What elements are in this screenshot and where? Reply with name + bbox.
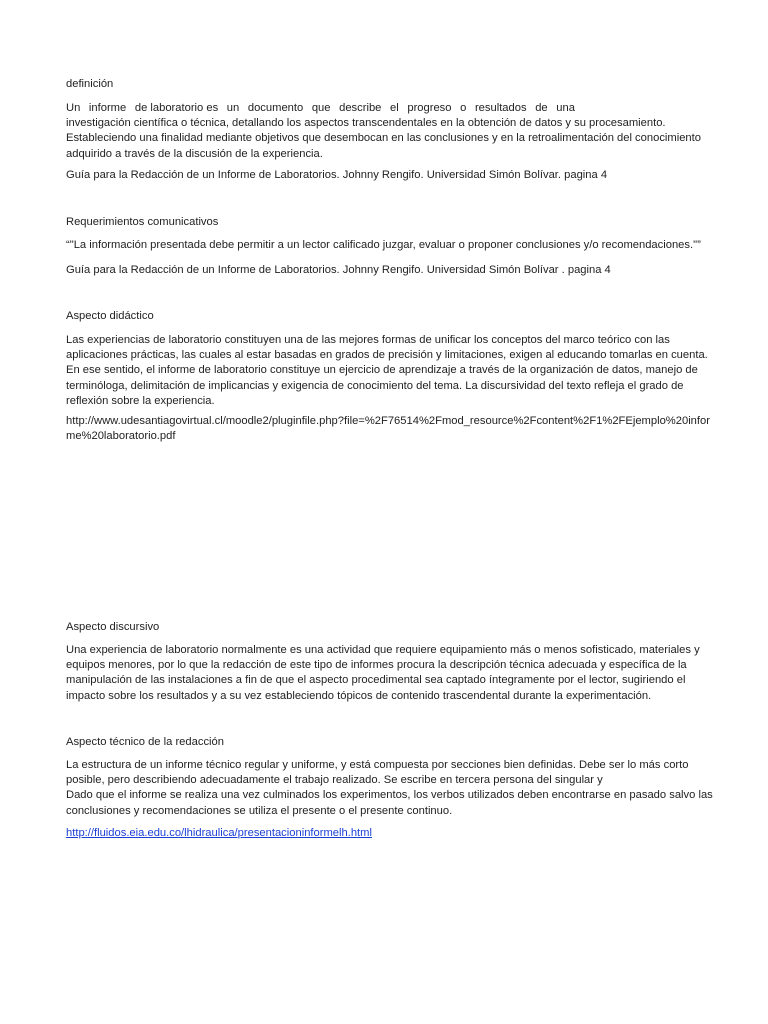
paragraph-discursivo [66, 643, 706, 704]
heading-definicion: definición [66, 78, 114, 90]
first-line-word: o [460, 102, 467, 114]
first-line-word: describe [339, 102, 382, 114]
heading-tecnico: Aspecto técnico de la redacción [66, 736, 224, 748]
first-line-word: documento [247, 102, 304, 114]
first-line-word: el [390, 102, 399, 114]
paragraph-line: manipulación de las instalaciones a fin de que el aspecto procedimental sea captado íntegramente por el lector, sugiriendo el [66, 674, 686, 687]
paragraph-line: En ese sentido, el informe de laboratorio constituye un ejercicio de aprendizaje a través de la organización de datos, manejo de [66, 364, 698, 377]
paragraph-line: aplicaciones prácticas, las cuales al estar basadas en grados de precisión y limitaciones, exigen al educando tomarlas en cuenta. [66, 349, 708, 362]
first-line-word: una [556, 102, 575, 114]
citation-definicion: Guía para la Redacción de un Informe de Laboratorios. Johnny Rengifo. Universidad Simón Bolívar. pagina 4 [66, 169, 608, 181]
first-line-word: que [311, 102, 331, 114]
paragraph-line: posible, pero describiendo adecuadamente el trabajo realizado. Se escribe en tercera persona del singular y [66, 774, 603, 787]
first-line-word: Un [66, 102, 81, 114]
first-line-word: de [535, 102, 548, 114]
paragraph-line: adquirido a través de la discusión de la experiencia. [66, 147, 323, 160]
first-line-word: resultados [474, 102, 527, 114]
first-line-word: un [226, 102, 240, 114]
hydraulics-link[interactable]: http://fluidos.eia.edu.co/lhidraulica/presentacioninformelh.html [66, 827, 372, 839]
first-line-word: de laboratorio es [134, 102, 219, 114]
url-line: http://www.udesantiagovirtual.cl/moodle2/pluginfile.php?file=%2F76514%2Fmod_resource%2Fcontent%2F1%2FEjemplo%20infor [66, 415, 710, 427]
paragraph-line: terminóloga, delimitación de implicancias y exigencia de conocimiento del tema. La discursividad del texto refleja el grado de [66, 379, 684, 392]
paragraph-first-line [66, 101, 575, 116]
paragraph-line: conclusiones y recomendaciones se utiliza el presente o el presente continuo. [66, 804, 453, 817]
source-url-didactico [66, 414, 710, 444]
paragraph-didactico [66, 333, 706, 409]
paragraph-line: Dado que el informe se realiza una vez culminados los experimentos, los verbos utilizados deben encontrarse en pasado salvo las [66, 789, 713, 802]
quote-requerimientos: “"La información presentada debe permitir a un lector calificado juzgar, evaluar o proponer conclusiones y/o recomendaciones."” [66, 239, 701, 251]
paragraph-line: Las experiencias de laboratorio constituyen una de las mejores formas de unificar los conceptos del marco teórico con las [66, 334, 670, 346]
paragraph-tecnico [66, 758, 713, 819]
heading-requerimientos: Requerimientos comunicativos [66, 216, 219, 228]
first-line-word: informe [88, 102, 127, 114]
paragraph-line: equipos menores, por lo que la redacción de este tipo de informes procura la descripción técnica adecuada y específica de la [66, 659, 687, 672]
paragraph-definicion [66, 101, 706, 162]
paragraph-line: Una experiencia de laboratorio normalmente es una actividad que requiere equipamiento más o menos sofisticado, materiales y [66, 644, 700, 656]
heading-didactico: Aspecto didáctico [66, 310, 154, 322]
citation-requerimientos: Guía para la Redacción de un Informe de Laboratorios. Johnny Rengifo. Universidad Simón Bolívar . pagina 4 [66, 264, 611, 276]
paragraph-line: Estableciendo una finalidad mediante objetivos que desembocan en las conclusiones y en la retroalimentación del conocimiento [66, 132, 701, 145]
paragraph-line: reflexión sobre la experiencia. [66, 394, 215, 407]
first-line-word: progreso [407, 102, 452, 114]
paragraph-line: impacto sobre los resultados y a su vez estableciendo tópicos de contenido trascendental durante la experimentación. [66, 689, 652, 702]
url-line: me%20laboratorio.pdf [66, 430, 176, 443]
paragraph-line: La estructura de un informe técnico regular y uniforme, y está compuesta por secciones bien definidas. Debe ser lo más corto [66, 759, 689, 771]
heading-discursivo: Aspecto discursivo [66, 621, 160, 633]
paragraph-line: investigación científica o técnica, detallando los aspectos transcendentales en la obtención de datos y su procesamiento. [66, 117, 666, 130]
